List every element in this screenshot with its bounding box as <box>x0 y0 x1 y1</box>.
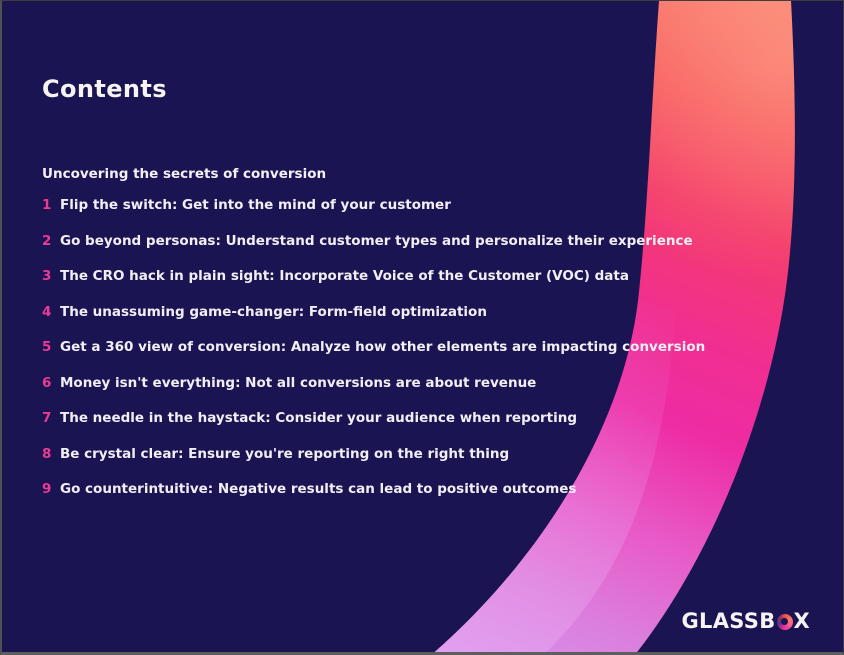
item-number: 8 <box>42 445 52 462</box>
toc-item[interactable] <box>42 481 705 517</box>
logo-text-prefix: GLASSB <box>681 609 776 633</box>
page-title: Contents <box>42 75 167 103</box>
item-number: 1 <box>42 197 52 213</box>
toc-item[interactable] <box>42 233 705 269</box>
toc-item[interactable] <box>42 268 705 304</box>
item-number: 7 <box>42 410 52 426</box>
section-heading: Uncovering the secrets of conversion <box>42 166 327 182</box>
glassbox-logo <box>682 609 810 633</box>
logo-o-icon <box>777 614 793 630</box>
item-number: 4 <box>42 303 52 320</box>
item-number: 2 <box>42 232 52 249</box>
item-label: The CRO hack in plain sight: Incorporate Voice of the Customer (VOC) data <box>60 268 629 284</box>
item-number: 6 <box>42 374 52 391</box>
item-label: Be crystal clear: Ensure you're reporting on the right thing <box>60 445 510 462</box>
toc-item[interactable] <box>42 197 705 233</box>
contents-list <box>42 197 705 517</box>
item-label: Flip the switch: Get into the mind of your customer <box>60 197 451 213</box>
content-area <box>2 1 843 652</box>
item-number: 3 <box>42 268 52 284</box>
item-label: Go beyond personas: Understand customer types and personalize their experience <box>60 232 693 249</box>
toc-item[interactable] <box>42 410 705 446</box>
toc-item[interactable] <box>42 304 705 340</box>
item-number: 5 <box>42 339 52 355</box>
toc-item[interactable] <box>42 446 705 482</box>
logo-o-hole <box>781 618 788 625</box>
item-label: Go counterintuitive: Negative results can lead to positive outcomes <box>60 481 577 497</box>
logo-text-suffix: X <box>793 609 810 633</box>
item-number: 9 <box>42 481 52 497</box>
item-label: Get a 360 view of conversion: Analyze how other elements are impacting conversion <box>60 339 706 355</box>
item-label: The needle in the haystack: Consider your audience when reporting <box>60 410 578 426</box>
toc-item[interactable] <box>42 375 705 411</box>
item-label: The unassuming game-changer: Form-field optimization <box>60 303 487 320</box>
item-label: Money isn't everything: Not all conversions are about revenue <box>60 374 537 391</box>
toc-item[interactable] <box>42 339 705 375</box>
